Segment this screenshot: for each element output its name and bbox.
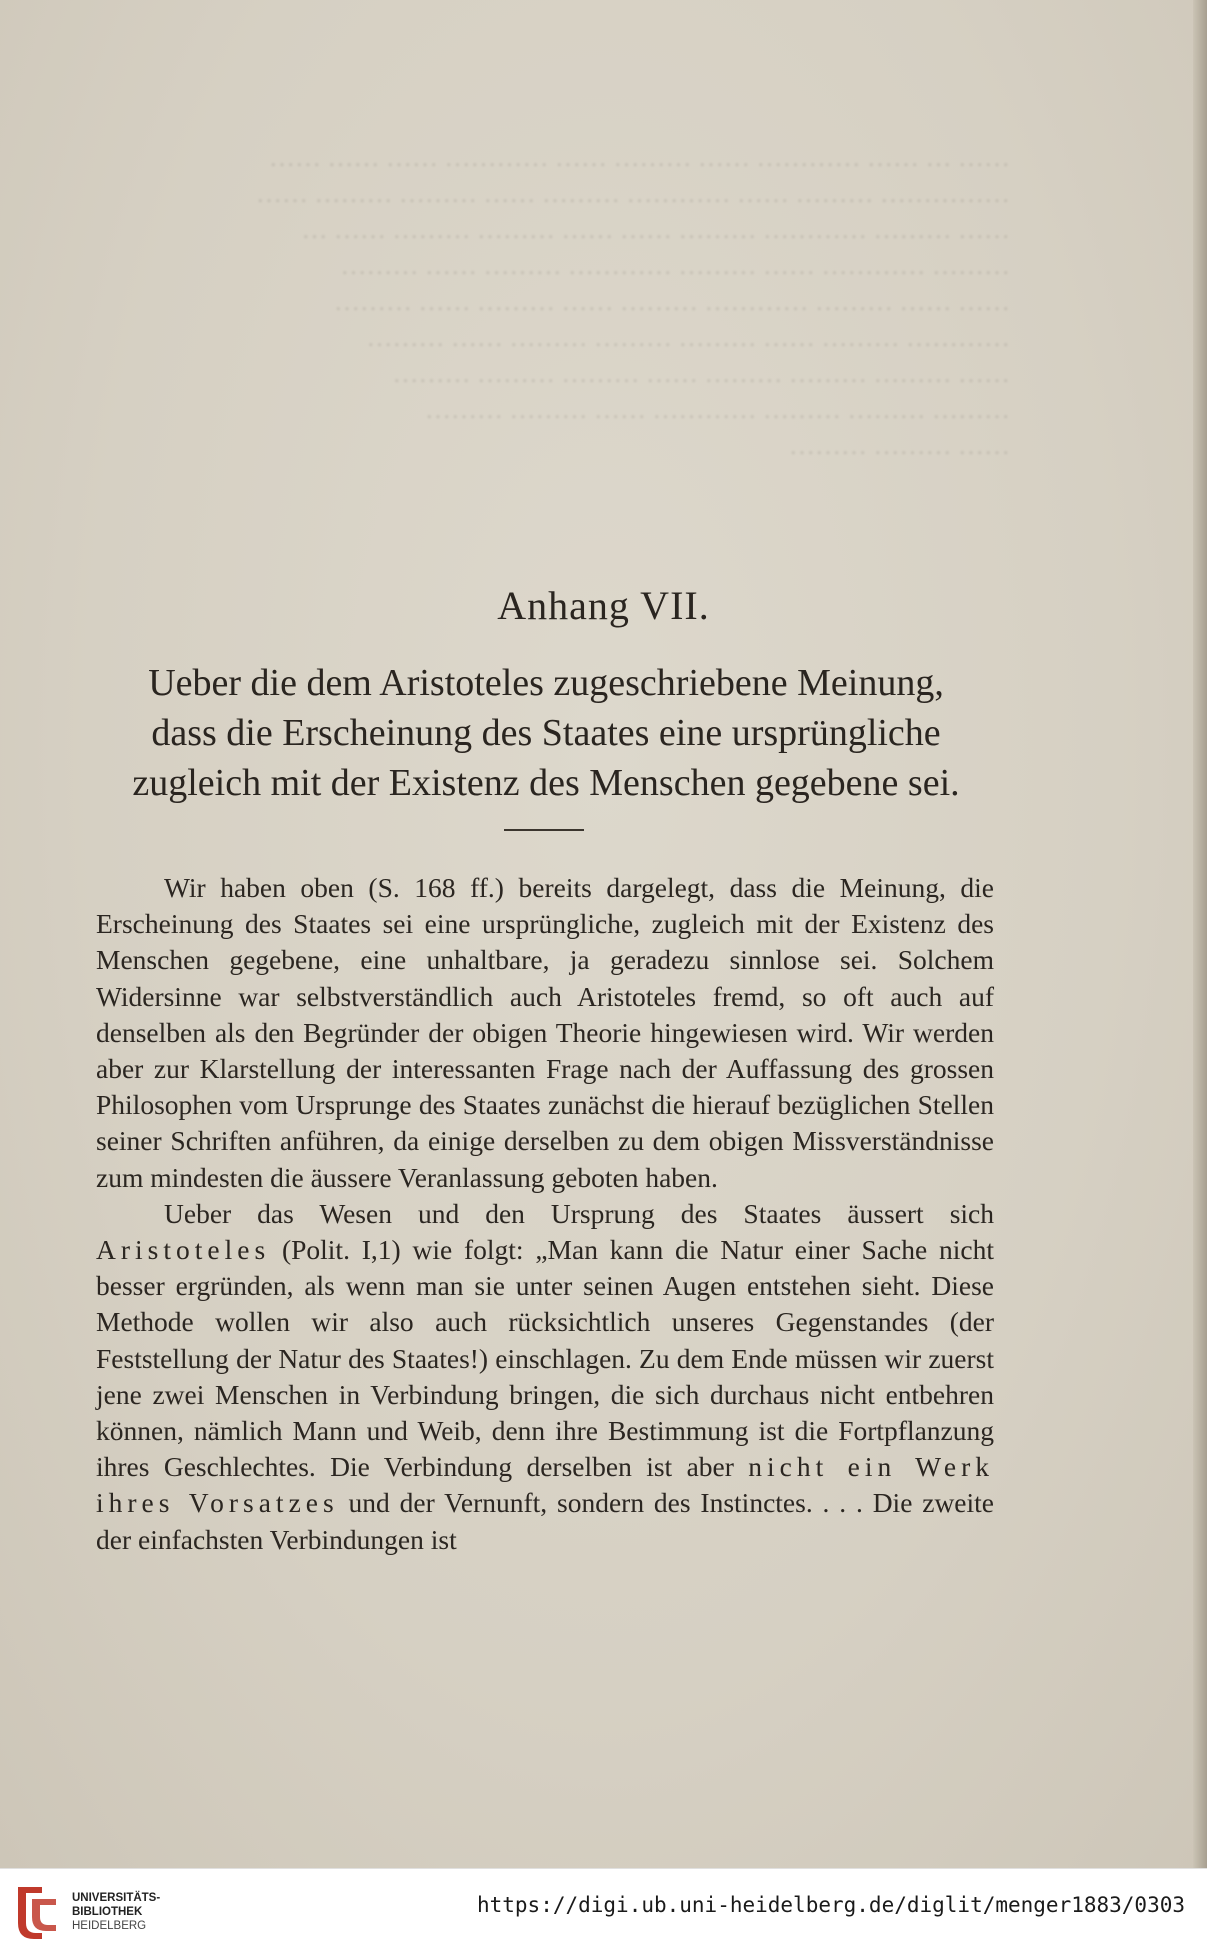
library-name-line: UNIVERSITÄTS-	[72, 1892, 161, 1904]
emphasized-name: Aristoteles	[96, 1234, 271, 1266]
library-name	[72, 1891, 160, 1933]
section-divider	[504, 829, 584, 831]
paragraph: Wir haben oben (S. 168 ff.) bereits dargelegt, dass die Meinung, die Erscheinung des Staates sei eine ursprüngliche, zugleich mit der Existenz des Menschen gegebene, eine unhaltbare, ja geradezu sinnlose sei. Solchem Widersinne war selbstverständlich auch Aristoteles fremd, so oft auch auf denselben als den Begründer der obigen Theorie hingewiesen wird. Wir werden aber zur Klarstellung der interessanten Frage nach der Auffassung des grossen Philosophen vom Ursprunge des Staates zunächst die hierauf bezüglichen Stellen seiner Schriften anführen, da einige derselben zu dem obigen Missverständnisse zum mindesten die äussere Veranlassung geboten haben.	[96, 872, 994, 1193]
appendix-title: Anhang VII.	[497, 583, 710, 628]
bleed-through-texture: …… … …… ………… …… ……… …… ………… …… …… …… …………… ……… …… ………… ……… …… ……… ……… …… …… ……… ………… ……… …… …… ……… ……… …… … ……… ………… …… ……… ………… ……… …… ……… …… …… ……… ………… ……… …… ……… …… ……… ………… ……… …… ……… ……… ……… …… ……… …… ……… ……… ……… …… ……… ……… ……… ……… ……… ……… ………… …… ……… ……… …… ……… ………	[256, 143, 1010, 460]
appendix-subtitle	[96, 658, 996, 808]
footer-bar	[0, 1868, 1207, 1957]
page-edge	[1193, 0, 1207, 1868]
subtitle-line: Ueber die dem Aristoteles zugeschriebene Meinung,	[148, 662, 944, 704]
subtitle-line: zugleich mit der Existenz des Menschen gegebene sei.	[132, 762, 960, 804]
permalink-url[interactable]: https://digi.ub.uni-heidelberg.de/diglit/menger1883/0303	[476, 1893, 1185, 1917]
paragraph-text: (Polit. I,1) wie folgt: „Man kann die Natur einer Sache nicht besser ergründen, als wenn man sie unter seinen Augen entstehen sieht. Diese Methode wollen wir also auch rücksichtlich unseres Gegenstandes (der Feststellung der Natur des Staates!) einschlagen. Zu dem Ende müssen wir zuerst jene zwei Menschen in Verbindung bringen, die sich durchaus nicht entbehren können, nämlich Mann und Weib, denn ihre Bestimmung ist die Fortpflanzung ihres Geschlechtes. Die Verbindung derselben ist aber	[96, 1234, 994, 1483]
emphasized-phrase: nicht ein Werk ihres Vorsatzes	[96, 1451, 994, 1519]
library-name-line: HEIDELBERG	[72, 1920, 147, 1932]
paragraph-text: und der Vernunft, sondern des Instinctes. . . . Die zweite der einfachsten Verbindungen ist	[96, 1487, 995, 1555]
subtitle-line: dass die Erscheinung des Staates eine ursprüngliche	[151, 712, 941, 754]
library-name-line: BIBLIOTHEK	[72, 1906, 143, 1918]
body-text	[96, 870, 994, 1558]
ub-heidelberg-logo-icon[interactable]	[12, 1883, 64, 1945]
paragraph-text: Ueber das Wesen und den Ursprung des Staates äussert sich	[164, 1197, 994, 1229]
paragraph	[96, 1196, 994, 1558]
